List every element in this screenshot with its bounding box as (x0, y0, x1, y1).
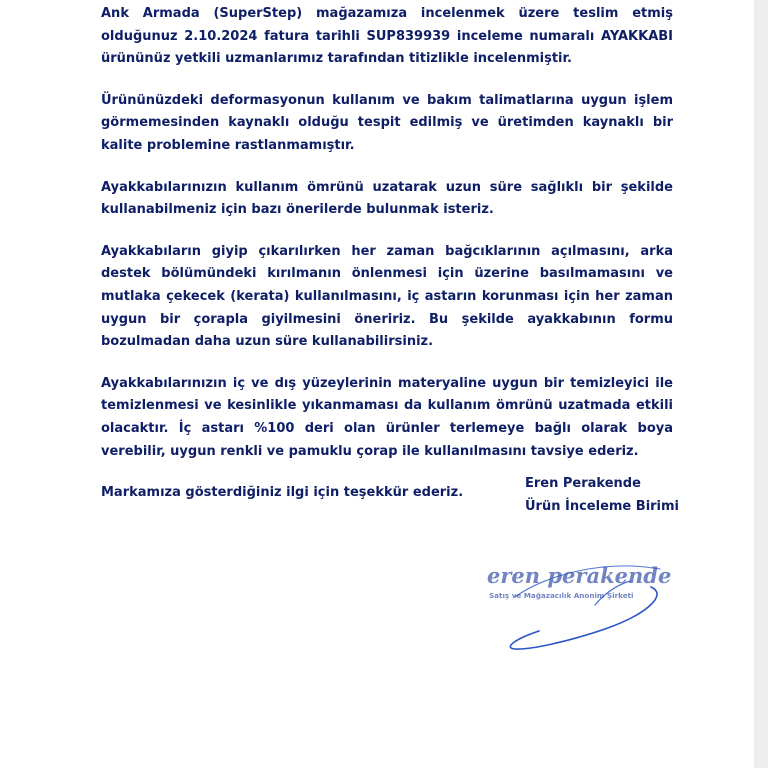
paragraph-wearing-advice: Ayakkabıların giyip çıkarılırken her zaman bağcıklarının açılmasını, arka destek bölümündeki kırılmanın önlenmesi için üzerine basılmamasını ve mutlaka çekecek (kerata) kullanılmasını, iç astarın korunması için her zaman uygun bir çorapla giyilmesini öneririz. Bu şekilde ayakkabının formu bozulmadan daha uzun süre kullanabilirsiniz. (101, 243, 673, 350)
sender-department: Ürün İnceleme Birimi (525, 498, 680, 514)
signature-graphic (455, 535, 695, 655)
paragraph-cleaning-advice: Ayakkabılarınızın iç ve dış yüzeylerinin materyaline uygun bir temizleyici ile temizlenmesi ve kesinlikle yıkanmaması da kullanım ömrünü uzatmada etkili olacaktır. İç astarı %100 deri olan ürünler terlemeye bağlı olarak boya verebilir, uygun renkli ve pamuklu çorap ile kullanılmasını tavsiye ederiz. (101, 375, 673, 459)
closing-line: Markamıza gösterdiğiniz ilgi için teşekkür ederiz. (101, 485, 464, 501)
paragraph-intro-advice: Ayakkabılarınızın kullanım ömrünü uzatarak uzun süre sağlıklı bir şekilde kullanabilmeniz için bazı önerilerde bulunmak isteriz. (101, 179, 673, 218)
sender-block (525, 473, 679, 518)
letter-body (101, 3, 673, 505)
paragraph-finding: Ürününüzdeki deformasyonun kullanım ve bakım talimatlarına uygun işlem görmemesinden kaynaklı olduğu tespit edilmiş ve üretimden kaynaklı bir kalite problemine rastlanmamıştır. (101, 92, 673, 153)
paragraph-inspection: Ank Armada (SuperStep) mağazamıza incelenmek üzere teslim etmiş olduğunuz 2.10.2024 fatura tarihli SUP839939 inceleme numaralı AYAKKABI ürününüz yetkili uzmanlarımız tarafından titizlikle incelenmiştir. (101, 6, 673, 67)
signature-stamp (455, 535, 695, 655)
sender-company: Eren Perakende (525, 476, 641, 491)
page-edge (754, 0, 768, 768)
stamp-subtitle: Satış ve Mağazacılık Anonim Şirketi (489, 591, 634, 600)
stamp-title: eren perakende (487, 563, 672, 588)
